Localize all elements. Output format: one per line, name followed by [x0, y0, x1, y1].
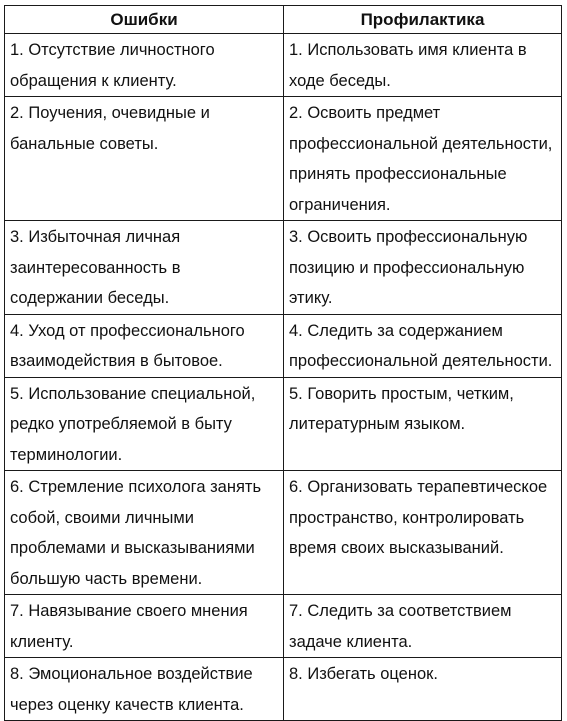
error-cell	[5, 314, 284, 377]
table-row	[5, 221, 562, 315]
prevention-text: 2. Освоить предмет профессиональной деятельности, принять профессиональные ограничения.	[289, 104, 553, 214]
table-row	[5, 97, 562, 221]
prevention-cell	[284, 97, 562, 221]
error-text: 3. Избыточная личная заинтересованность в содержании беседы.	[10, 228, 181, 307]
error-text: 2. Поучения, очевидные и банальные советы.	[10, 104, 210, 153]
table-row	[5, 34, 562, 97]
table-row	[5, 471, 562, 595]
table-row	[5, 377, 562, 471]
prevention-cell	[284, 314, 562, 377]
table-header-row	[5, 6, 562, 34]
prevention-cell	[284, 595, 562, 658]
error-cell	[5, 97, 284, 221]
prevention-text: 3. Освоить профессиональную позицию и профессиональную этику.	[289, 228, 528, 307]
error-cell	[5, 471, 284, 595]
error-text: 1. Отсутствие личностного обращения к клиенту.	[10, 41, 215, 90]
error-cell	[5, 221, 284, 315]
error-cell	[5, 34, 284, 97]
prevention-cell	[284, 471, 562, 595]
prevention-cell	[284, 658, 562, 721]
error-cell	[5, 377, 284, 471]
prevention-cell	[284, 377, 562, 471]
error-cell	[5, 595, 284, 658]
error-cell	[5, 658, 284, 721]
prevention-text: 8. Избегать оценок.	[289, 665, 438, 683]
prevention-text: 6. Организовать терапевтическое пространство, контролировать время своих высказываний.	[289, 478, 548, 557]
prevention-text: 7. Следить за соответствием задаче клиента.	[289, 602, 512, 651]
header-errors: Ошибки	[5, 6, 284, 34]
error-text: 6. Стремление психолога занять собой, своими личными проблемами и высказываниями большую часть времени.	[10, 478, 262, 588]
prevention-text: 1. Использовать имя клиента в ходе беседы.	[289, 41, 527, 90]
error-text: 4. Уход от профессионального взаимодействия в бытовое.	[10, 321, 245, 370]
prevention-text: 5. Говорить простым, четким, литературным языком.	[289, 384, 514, 433]
error-text: 7. Навязывание своего мнения клиенту.	[10, 602, 248, 651]
error-text: 8. Эмоциональное воздействие через оценку качеств клиента.	[10, 665, 253, 714]
table-row	[5, 595, 562, 658]
header-prevention: Профилактика	[284, 6, 562, 34]
prevention-text: 4. Следить за содержанием профессиональной деятельности.	[289, 321, 553, 370]
table-row	[5, 314, 562, 377]
errors-prevention-table	[4, 5, 562, 721]
table-row	[5, 658, 562, 721]
error-text: 5. Использование специальной, редко употребляемой в быту терминологии.	[10, 384, 256, 464]
prevention-cell	[284, 34, 562, 97]
prevention-cell	[284, 221, 562, 315]
